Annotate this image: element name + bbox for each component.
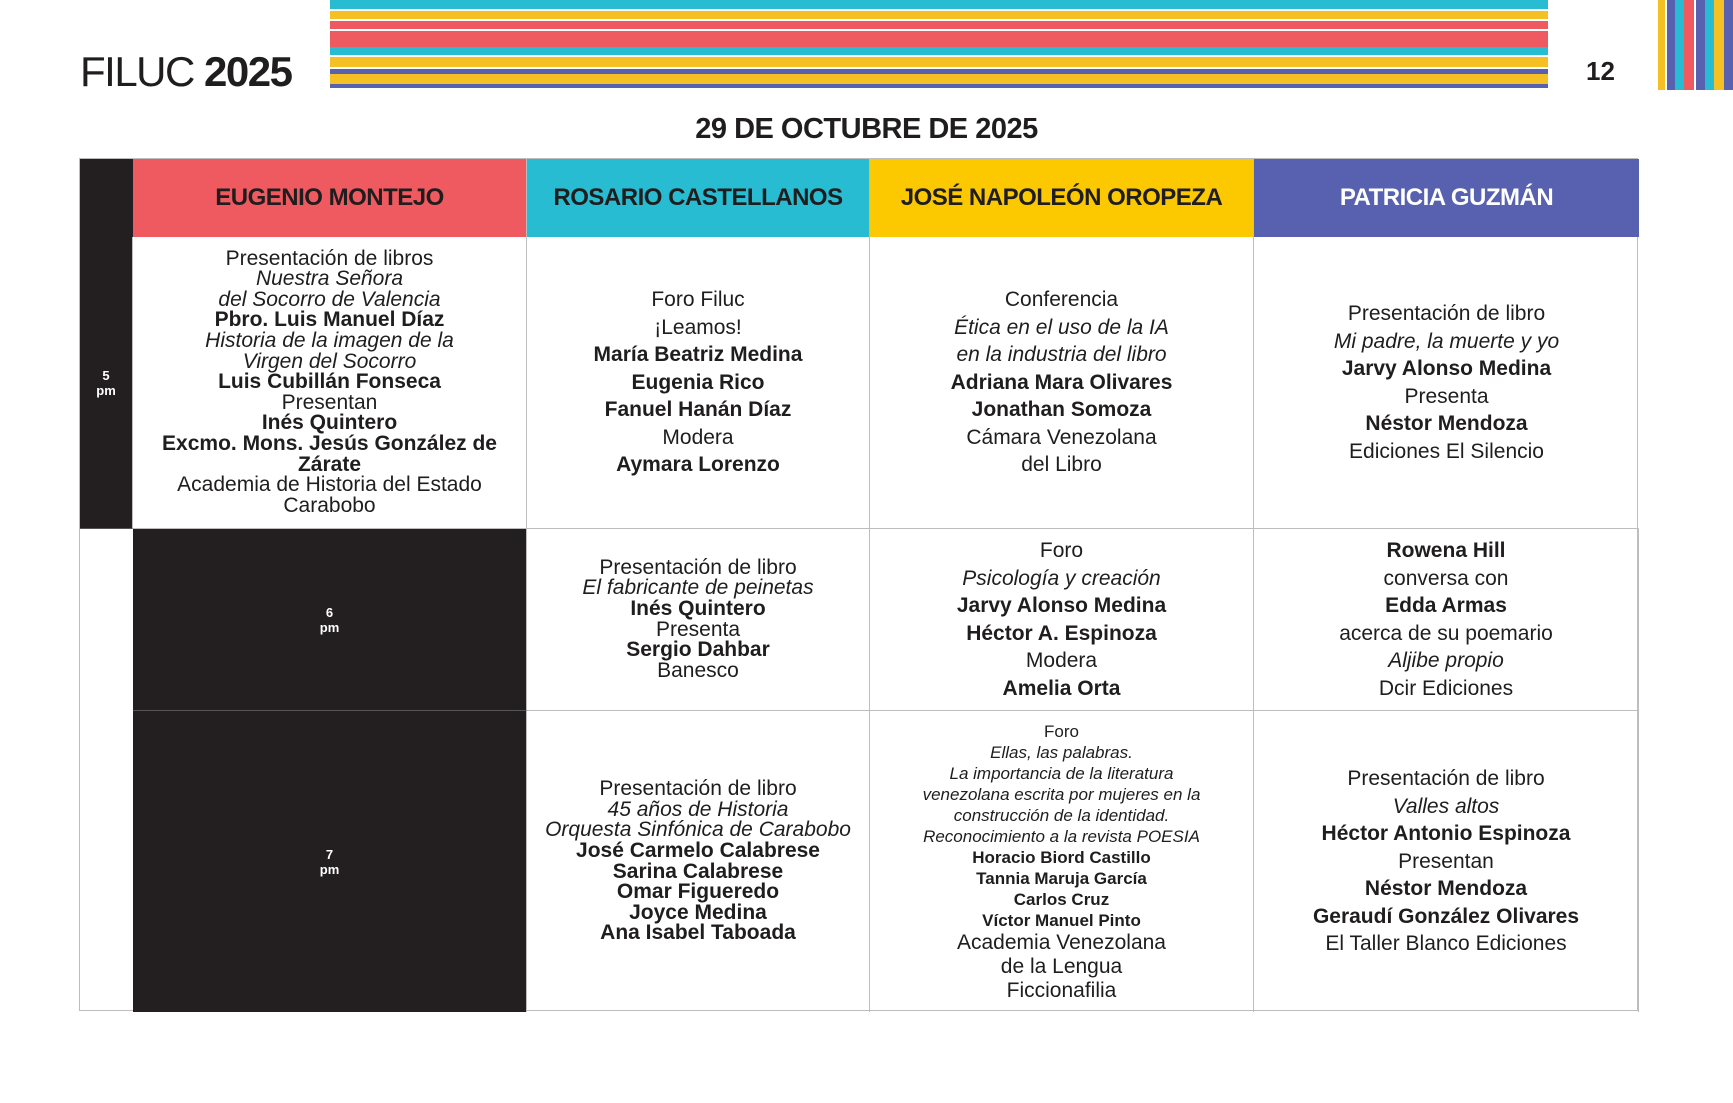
- time-suffix: pm: [319, 619, 340, 635]
- time-slot-7pm: [133, 711, 527, 1012]
- event-line: Rowena Hill: [1386, 539, 1506, 562]
- event-line: Fanuel Hanán Díaz: [604, 398, 792, 422]
- event-line: Jarvy Alonso Medina: [1341, 357, 1552, 380]
- event-cell: [527, 711, 870, 1012]
- event-line: Luis Cubillán Fonseca: [218, 370, 441, 394]
- event-line: Ellas, las palabras.: [990, 742, 1133, 762]
- event-cell: [1254, 711, 1639, 1012]
- event-line: Presentación de libro: [1347, 767, 1545, 791]
- event-line: Tannia Maruja García: [976, 868, 1147, 888]
- event-line: Orquesta Sinfónica de Carabobo: [545, 818, 851, 842]
- column-header-patricia-guzman: PATRICIA GUZMÁN: [1254, 159, 1639, 237]
- event-line: Reconocimiento a la revista POESIA: [923, 826, 1200, 846]
- brand-logo: [80, 48, 291, 96]
- event-cell: [870, 529, 1254, 711]
- event-cell: [1254, 237, 1639, 529]
- event-line: Omar Figueredo: [616, 880, 780, 904]
- event-line: Nuestra Señora: [255, 267, 404, 291]
- event-line: Historia de la imagen de la: [205, 329, 454, 353]
- time-hour: 7: [325, 846, 334, 862]
- event-line: Ana Isabel Taboada: [600, 921, 796, 945]
- event-line: Foro: [1044, 721, 1079, 741]
- event-line: Horacio Biord Castillo: [972, 847, 1151, 867]
- event-line: El fabricante de peinetas: [582, 576, 814, 600]
- event-line: Jonathan Somoza: [971, 398, 1152, 422]
- event-line: Jarvy Alonso Medina: [956, 594, 1167, 617]
- column-header-rosario-castellanos: ROSARIO CASTELLANOS: [527, 159, 870, 237]
- event-line: Modera: [662, 425, 734, 449]
- event-line: Carabobo: [283, 493, 376, 517]
- event-line: 45 años de Historia: [607, 797, 789, 821]
- time-suffix: pm: [319, 861, 340, 877]
- event-line: Foro: [1039, 539, 1084, 562]
- event-line: Valles altos: [1392, 794, 1500, 818]
- event-line: de la Lengua: [1000, 954, 1123, 978]
- event-line: Presentan: [1398, 849, 1494, 873]
- brand-name: FILUC: [80, 48, 194, 95]
- time-slot-5pm: [80, 237, 133, 529]
- event-line: Dcir Ediciones: [1378, 676, 1514, 700]
- event-line: Excmo. Mons. Jesús González de: [162, 431, 497, 455]
- event-line: El Taller Blanco Ediciones: [1325, 932, 1567, 956]
- event-cell: [527, 237, 870, 529]
- event-line: Foro Filuc: [651, 288, 745, 312]
- event-line: del Libro: [1021, 453, 1102, 477]
- event-line: Ficcionafilia: [1006, 978, 1117, 1002]
- event-cell: [870, 237, 1254, 529]
- event-line: en la industria del libro: [956, 343, 1167, 367]
- column-header-eugenio-montejo: EUGENIO MONTEJO: [133, 159, 527, 237]
- event-line: Presentación de libro: [599, 777, 797, 801]
- event-line: Presentación de libros: [225, 246, 434, 270]
- event-line: del Socorro de Valencia: [218, 287, 441, 311]
- event-line: La importancia de la literatura: [949, 763, 1174, 783]
- event-line: construcción de la identidad.: [953, 805, 1170, 825]
- time-hour: 6: [325, 604, 334, 620]
- event-line: Mi padre, la muerte y yo: [1333, 329, 1560, 353]
- event-line: Sergio Dahbar: [626, 638, 770, 662]
- event-line: Academia de Historia del Estado: [177, 473, 482, 497]
- event-line: Sarina Calabrese: [612, 859, 784, 883]
- time-slot-6pm: [133, 529, 527, 711]
- event-line: Aymara Lorenzo: [616, 453, 780, 477]
- event-line: Héctor A. Espinoza: [966, 621, 1157, 645]
- event-line: Joyce Medina: [629, 900, 767, 924]
- column-header-jose-napoleon-oropeza: JOSÉ NAPOLEÓN OROPEZA: [870, 159, 1254, 237]
- table-corner: [80, 159, 133, 237]
- date-title: 29 DE OCTUBRE DE 2025: [695, 113, 1038, 145]
- event-line: venezolana escrita por mujeres en la: [922, 784, 1201, 804]
- event-line: Presentación de libro: [1347, 302, 1546, 325]
- event-line: Presentan: [281, 390, 378, 414]
- event-line: Academia Venezolana: [957, 930, 1166, 954]
- event-line: Ética en el uso de la IA: [954, 315, 1169, 339]
- event-line: Inés Quintero: [630, 596, 766, 620]
- brand-year: 2025: [204, 48, 292, 95]
- page-number: 12: [1586, 56, 1615, 86]
- event-line: Psicología y creación: [962, 566, 1161, 590]
- event-cell: [870, 711, 1254, 1012]
- event-line: Héctor Antonio Espinoza: [1321, 822, 1571, 846]
- event-line: Carlos Cruz: [1013, 889, 1110, 909]
- event-line: Presentación de libro: [599, 555, 797, 579]
- schedule-table: [79, 158, 1638, 1011]
- event-line: ¡Leamos!: [654, 315, 742, 339]
- event-line: Eugenia Rico: [631, 370, 765, 394]
- event-line: Néstor Mendoza: [1364, 877, 1528, 901]
- time-suffix: pm: [96, 382, 116, 398]
- time-hour: 5: [102, 367, 110, 383]
- decorative-vertical-stripes: [1658, 0, 1733, 90]
- event-line: Banesco: [657, 658, 739, 682]
- empty-event-cell: [80, 529, 133, 1012]
- event-line: Inés Quintero: [261, 411, 398, 435]
- event-line: José Carmelo Calabrese: [576, 838, 820, 862]
- event-line: conversa con: [1383, 566, 1509, 590]
- event-line: acerca de su poemario: [1339, 621, 1553, 645]
- event-line: Cámara Venezolana: [966, 425, 1157, 449]
- event-line: Conferencia: [1004, 288, 1119, 312]
- event-line: Néstor Mendoza: [1365, 412, 1528, 435]
- event-line: Aljibe propio: [1388, 649, 1504, 672]
- event-cell: [1254, 529, 1639, 711]
- event-cell: [133, 237, 527, 529]
- event-line: Pbro. Luis Manuel Díaz: [214, 308, 445, 332]
- event-line: Ediciones El Silencio: [1349, 439, 1544, 463]
- event-cell: [527, 529, 870, 711]
- event-line: Presenta: [1404, 384, 1489, 408]
- event-line: Presenta: [655, 617, 741, 641]
- event-line: Geraudí González Olivares: [1312, 904, 1580, 928]
- event-line: Amelia Orta: [1002, 676, 1121, 700]
- event-line: Zárate: [297, 452, 362, 476]
- event-line: Modera: [1025, 649, 1098, 672]
- event-line: Virgen del Socorro: [242, 349, 417, 373]
- event-line: Víctor Manuel Pinto: [982, 910, 1141, 930]
- event-line: Edda Armas: [1385, 594, 1507, 617]
- event-line: Adriana Mara Olivares: [950, 370, 1173, 394]
- event-line: María Beatriz Medina: [593, 343, 803, 367]
- decorative-stripes: [330, 0, 1548, 88]
